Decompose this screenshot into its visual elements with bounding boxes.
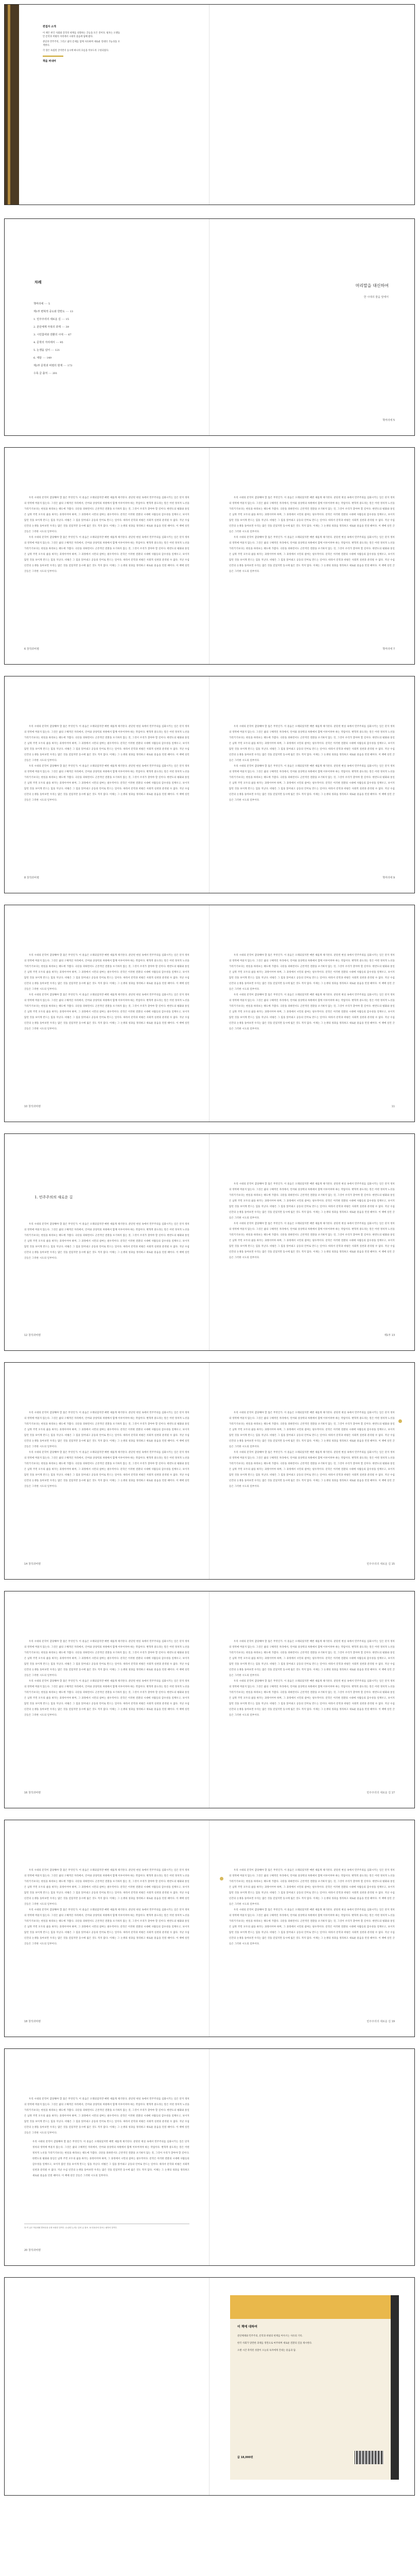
body-paragraph: 우리 시대의 문학이 감당해야 할 몫은 무엇인가. 이 물음은 오래되었지만 매번 새롭게 제기된다. 분단된 현실 속에서 민주주의를 심화시키는 일은 단지 정치의 영역에 머물지 않는다. 그것은 삶의 구체적인 자리에서, 언어와 상상력의 차원에서 함께 이루어져야 하는 작업이다. 변혁적 중도라는 말은 어떤 정치적 노선을 가리키기보다는 현실을 바라보는 태도에 가깝다. 극단을 피하면서도 근본적인 전환을 포기하지 않는 것, 그것이 우리가 찾아야 할 길이다. 한반도의 평화와 통일은 남북 주민 모두의 삶을 바꾸는 과정이어야 하며, 그 과정에서 시민의 참여는 필수적이다. 문학은 이러한 전환의 시대에 사람들의 감수성을 일깨우고, 보이지 않던 것을 보이게 만드는 힘을 지닌다. 비평은 그 힘을 읽어내고 공동의 언어로 만드는 일이다. 따라서 문학과 비평은 사회적 실천과 분리될 수 없다. 지난 수십 년간의 논쟁을 돌아보면 우리는 많은 것을 얻었지만 동시에 잃은 것도 적지 않다. 이제는 그 논쟁의 성과를 정리하고 새로운 물음을 던질 때이다. 이 책에 실린 글들은 그러한 시도의 일부이다. bbox=[229, 1451, 395, 1488]
price-label: 값 18,000원 bbox=[237, 2456, 253, 2459]
page-folio: 12 창작과비평 bbox=[24, 1334, 41, 1337]
page-folio: 8 창작과비평 bbox=[24, 876, 39, 879]
page-folio: 민주주의의 새로운 길 19 bbox=[366, 2020, 395, 2023]
body-paragraph: 우리 시대의 문학이 감당해야 할 몫은 무엇인가. 이 물음은 오래되었지만 매번 새롭게 제기된다. 분단된 현실 속에서 민주주의를 심화시키는 일은 단지 정치의 영역에 머물지 않는다. 그것은 삶의 구체적인 자리에서, 언어와 상상력의 차원에서 함께 이루어져야 하는 작업이다. 변혁적 중도라는 말은 어떤 정치적 노선을 가리키기보다는 현실을 바라보는 태도에 가깝다. 극단을 피하면서도 근본적인 전환을 포기하지 않는 것, 그것이 우리가 찾아야 할 길이다. 한반도의 평화와 통일은 남북 주민 모두의 삶을 바꾸는 과정이어야 하며, 그 과정에서 시민의 참여는 필수적이다. 문학은 이러한 전환의 시대에 사람들의 감수성을 일깨우고, 보이지 않던 것을 보이게 만드는 힘을 지닌다. 비평은 그 힘을 읽어내고 공동의 언어로 만드는 일이다. 따라서 문학과 비평은 사회적 실천과 분리될 수 없다. 지난 수십 년간의 논쟁을 돌아보면 우리는 많은 것을 얻었지만 동시에 잃은 것도 적지 않다. 이제는 그 논쟁의 성과를 정리하고 새로운 물음을 던질 때이다. 이 책에 실린 글들은 그러한 시도의 일부이다. bbox=[24, 765, 189, 802]
toc-right bbox=[210, 219, 414, 435]
spread-left bbox=[5, 676, 210, 893]
body-paragraph: 우리 시대의 문학이 감당해야 할 몫은 무엇인가. 이 물음은 오래되었지만 매번 새롭게 제기된다. 분단된 현실 속에서 민주주의를 심화시키는 일은 단지 정치의 영역에 머물지 않는다. 그것은 삶의 구체적인 자리에서, 언어와 상상력의 차원에서 함께 이루어져야 하는 작업이다. 변혁적 중도라는 말은 어떤 정치적 노선을 가리키기보다는 현실을 바라보는 태도에 가깝다. 극단을 피하면서도 근본적인 전환을 포기하지 않는 것, 그것이 우리가 찾아야 할 길이다. 한반도의 평화와 통일은 남북 주민 모두의 삶을 바꾸는 과정이어야 하며, 그 과정에서 시민의 참여는 필수적이다. 문학은 이러한 전환의 시대에 사람들의 감수성을 일깨우고, 보이지 않던 것을 보이게 만드는 힘을 지닌다. 비평은 그 힘을 읽어내고 공동의 언어로 만드는 일이다. 따라서 문학과 비평은 사회적 실천과 분리될 수 없다. 지난 수십 년간의 논쟁을 돌아보면 우리는 많은 것을 얻었지만 동시에 잃은 것도 적지 않다. 이제는 그 논쟁의 성과를 정리하고 새로운 물음을 던질 때이다. 이 책에 실린 글들은 그러한 시도의 일부이다. bbox=[24, 1451, 189, 1488]
toc-item[interactable]: 제2부 문학과 비평의 현재 ···· 173 bbox=[33, 364, 73, 367]
page-folio: 10 창작과비평 bbox=[24, 1105, 41, 1108]
page-spread bbox=[4, 447, 415, 665]
barcode-icon bbox=[355, 2451, 383, 2464]
page-spread bbox=[4, 676, 415, 893]
back-spine bbox=[391, 2295, 399, 2480]
page-cover bbox=[4, 4, 415, 205]
body-paragraph: 우리 시대의 문학이 감당해야 할 몫은 무엇인가. 이 물음은 오래되었지만 매번 새롭게 제기된다. 분단된 현실 속에서 민주주의를 심화시키는 일은 단지 정치의 영역에 머물지 않는다. 그것은 삶의 구체적인 자리에서, 언어와 상상력의 차원에서 함께 이루어져야 하는 작업이다. 변혁적 중도라는 말은 어떤 정치적 노선을 가리키기보다는 현실을 바라보는 태도에 가깝다. 극단을 피하면서도 근본적인 전환을 포기하지 않는 것, 그것이 우리가 찾아야 할 길이다. 한반도의 평화와 통일은 남북 주민 모두의 삶을 바꾸는 과정이어야 하며, 그 과정에서 시민의 참여는 필수적이다. 문학은 이러한 전환의 시대에 사람들의 감수성을 일깨우고, 보이지 않던 것을 보이게 만드는 힘을 지닌다. 비평은 그 힘을 읽어내고 공동의 언어로 만드는 일이다. 따라서 문학과 비평은 사회적 실천과 분리될 수 없다. 지난 수십 년간의 논쟁을 돌아보면 우리는 많은 것을 얻었지만 동시에 잃은 것도 적지 않다. 이제는 그 논쟁의 성과를 정리하고 새로운 물음을 던질 때이다. 이 책에 실린 글들은 그러한 시도의 일부이다. bbox=[24, 2098, 189, 2134]
text-column bbox=[229, 1868, 395, 2001]
toc-item[interactable]: 3. 시민참여와 전환의 시대 ···· 67 bbox=[33, 333, 72, 336]
page-spread bbox=[4, 905, 415, 1122]
essay-title: 머리말을 대신하여 bbox=[355, 283, 389, 288]
spread-right bbox=[210, 1591, 414, 1808]
page-folio: 14 창작과비평 bbox=[24, 1563, 41, 1566]
body-paragraph: 우리 시대의 문학이 감당해야 할 몫은 무엇인가. 이 물음은 오래되었지만 매번 새롭게 제기된다. 분단된 현실 속에서 민주주의를 심화시키는 일은 단지 정치의 영역에 머물지 않는다. 그것은 삶의 구체적인 자리에서, 언어와 상상력의 차원에서 함께 이루어져야 하는 작업이다. 변혁적 중도라는 말은 어떤 정치적 노선을 가리키기보다는 현실을 바라보는 태도에 가깝다. 극단을 피하면서도 근본적인 전환을 포기하지 않는 것, 그것이 우리가 찾아야 할 길이다. 한반도의 평화와 통일은 남북 주민 모두의 삶을 바꾸는 과정이어야 하며, 그 과정에서 시민의 참여는 필수적이다. 문학은 이러한 전환의 시대에 사람들의 감수성을 일깨우고, 보이지 않던 것을 보이게 만드는 힘을 지닌다. 비평은 그 힘을 읽어내고 공동의 언어로 만드는 일이다. 따라서 문학과 비평은 사회적 실천과 분리될 수 없다. 지난 수십 년간의 논쟁을 돌아보면 우리는 많은 것을 얻었지만 동시에 잃은 것도 적지 않다. 이제는 그 논쟁의 성과를 정리하고 새로운 물음을 던질 때이다. 이 책에 실린 글들은 그러한 시도의 일부이다. bbox=[229, 1412, 395, 1448]
body-paragraph: 우리 시대의 문학이 감당해야 할 몫은 무엇인가. 이 물음은 오래되었지만 매번 새롭게 제기된다. 분단된 현실 속에서 민주주의를 심화시키는 일은 단지 정치의 영역에 머물지 않는다. 그것은 삶의 구체적인 자리에서, 언어와 상상력의 차원에서 함께 이루어져야 하는 작업이다. 변혁적 중도라는 말은 어떤 정치적 노선을 가리키기보다는 현실을 바라보는 태도에 가깝다. 극단을 피하면서도 근본적인 전환을 포기하지 않는 것, 그것이 우리가 찾아야 할 길이다. 한반도의 평화와 통일은 남북 주민 모두의 삶을 바꾸는 과정이어야 하며, 그 과정에서 시민의 참여는 필수적이다. 문학은 이러한 전환의 시대에 사람들의 감수성을 일깨우고, 보이지 않던 것을 보이게 만드는 힘을 지닌다. 비평은 그 힘을 읽어내고 공동의 언어로 만드는 일이다. 따라서 문학과 비평은 사회적 실천과 분리될 수 없다. 지난 수십 년간의 논쟁을 돌아보면 우리는 많은 것을 얻었지만 동시에 잃은 것도 적지 않다. 이제는 그 논쟁의 성과를 정리하고 새로운 물음을 던질 때이다. 이 책에 실린 글들은 그러한 시도의 일부이다. bbox=[24, 1869, 189, 1906]
cover-paragraph: 분단과 민주주의, 그리고 삶의 문제를 함께 사유하며 새로운 연대의 가능성을 모색한다. bbox=[43, 40, 120, 47]
body-paragraph: 우리 시대의 문학이 감당해야 할 몫은 무엇인가. 이 물음은 오래되었지만 매번 새롭게 제기된다. 분단된 현실 속에서 민주주의를 심화시키는 일은 단지 정치의 영역에 머물지 않는다. 그것은 삶의 구체적인 자리에서, 언어와 상상력의 차원에서 함께 이루어져야 하는 작업이다. 변혁적 중도라는 말은 어떤 정치적 노선을 가리키기보다는 현실을 바라보는 태도에 가깝다. 극단을 피하면서도 근본적인 전환을 포기하지 않는 것, 그것이 우리가 찾아야 할 길이다. 한반도의 평화와 통일은 남북 주민 모두의 삶을 바꾸는 과정이어야 하며, 그 과정에서 시민의 참여는 필수적이다. 문학은 이러한 전환의 시대에 사람들의 감수성을 일깨우고, 보이지 않던 것을 보이게 만드는 힘을 지닌다. 비평은 그 힘을 읽어내고 공동의 언어로 만드는 일이다. 따라서 문학과 비평은 사회적 실천과 분리될 수 없다. 지난 수십 년간의 논쟁을 돌아보면 우리는 많은 것을 얻었지만 동시에 잃은 것도 적지 않다. 이제는 그 논쟁의 성과를 정리하고 새로운 물음을 던질 때이다. 이 책에 실린 글들은 그러한 시도의 일부이다. bbox=[229, 725, 395, 762]
toc-item[interactable]: 4. 문학의 자리에서 ···· 95 bbox=[33, 341, 63, 344]
text-column bbox=[24, 495, 189, 628]
toc-item[interactable]: 책머리에 ···· 5 bbox=[33, 302, 50, 306]
page-folio: 6 창작과비평 bbox=[24, 648, 39, 651]
spread-right bbox=[210, 676, 414, 893]
body-paragraph: 우리 시대의 문학이 감당해야 할 몫은 무엇인가. 이 물음은 오래되었지만 매번 새롭게 제기된다. 분단된 현실 속에서 민주주의를 심화시키는 일은 단지 정치의 영역에 머물지 않는다. 그것은 삶의 구체적인 자리에서, 언어와 상상력의 차원에서 함께 이루어져야 하는 작업이다. 변혁적 중도라는 말은 어떤 정치적 노선을 가리키기보다는 현실을 바라보는 태도에 가깝다. 극단을 피하면서도 근본적인 전환을 포기하지 않는 것, 그것이 우리가 찾아야 할 길이다. 한반도의 평화와 통일은 남북 주민 모두의 삶을 바꾸는 과정이어야 하며, 그 과정에서 시민의 참여는 필수적이다. 문학은 이러한 전환의 시대에 사람들의 감수성을 일깨우고, 보이지 않던 것을 보이게 만드는 힘을 지닌다. 비평은 그 힘을 읽어내고 공동의 언어로 만드는 일이다. 따라서 문학과 비평은 사회적 실천과 분리될 수 없다. 지난 수십 년간의 논쟁을 돌아보면 우리는 많은 것을 얻었지만 동시에 잃은 것도 적지 않다. 이제는 그 논쟁의 성과를 정리하고 새로운 물음을 던질 때이다. 이 책에 실린 글들은 그러한 시도의 일부이다. bbox=[24, 1640, 189, 1677]
text-column bbox=[24, 1410, 189, 1543]
cover-left bbox=[5, 5, 210, 205]
body-paragraph: 우리 시대의 문학이 감당해야 할 몫은 무엇인가. 이 물음은 오래되었지만 매번 새롭게 제기된다. 분단된 현실 속에서 민주주의를 심화시키는 일은 단지 정치의 영역에 머물지 않는다. 그것은 삶의 구체적인 자리에서, 언어와 상상력의 차원에서 함께 이루어져야 하는 작업이다. 변혁적 중도라는 말은 어떤 정치적 노선을 가리키기보다는 현실을 바라보는 태도에 가깝다. 극단을 피하면서도 근본적인 전환을 포기하지 않는 것, 그것이 우리가 찾아야 할 길이다. 한반도의 평화와 통일은 남북 주민 모두의 삶을 바꾸는 과정이어야 하며, 그 과정에서 시민의 참여는 필수적이다. 문학은 이러한 전환의 시대에 사람들의 감수성을 일깨우고, 보이지 않던 것을 보이게 만드는 힘을 지닌다. 비평은 그 힘을 읽어내고 공동의 언어로 만드는 일이다. 따라서 문학과 비평은 사회적 실천과 분리될 수 없다. 지난 수십 년간의 논쟁을 돌아보면 우리는 많은 것을 얻었지만 동시에 잃은 것도 적지 않다. 이제는 그 논쟁의 성과를 정리하고 새로운 물음을 던질 때이다. 이 책에 실린 글들은 그러한 시도의 일부이다. bbox=[24, 1909, 189, 1945]
page-spread bbox=[4, 1820, 415, 2037]
back-body bbox=[237, 2334, 392, 2356]
back-band bbox=[230, 2295, 399, 2319]
text-column bbox=[24, 1639, 189, 1772]
body-paragraph: 우리 시대의 문학이 감당해야 할 몫은 무엇인가. 이 물음은 오래되었지만 매번 새롭게 제기된다. 분단된 현실 속에서 민주주의를 심화시키는 일은 단지 정치의 영역에 머물지 않는다. 그것은 삶의 구체적인 자리에서, 언어와 상상력의 차원에서 함께 이루어져야 하는 작업이다. 변혁적 중도라는 말은 어떤 정치적 노선을 가리키기보다는 현실을 바라보는 태도에 가깝다. 극단을 피하면서도 근본적인 전환을 포기하지 않는 것, 그것이 우리가 찾아야 할 길이다. 한반도의 평화와 통일은 남북 주민 모두의 삶을 바꾸는 과정이어야 하며, 그 과정에서 시민의 참여는 필수적이다. 문학은 이러한 전환의 시대에 사람들의 감수성을 일깨우고, 보이지 않던 것을 보이게 만드는 힘을 지닌다. 비평은 그 힘을 읽어내고 공동의 언어로 만드는 일이다. 따라서 문학과 비평은 사회적 실천과 분리될 수 없다. 지난 수십 년간의 논쟁을 돌아보면 우리는 많은 것을 얻었지만 동시에 잃은 것도 적지 않다. 이제는 그 논쟁의 성과를 정리하고 새로운 물음을 던질 때이다. 이 책에 실린 글들은 그러한 시도의 일부이다. bbox=[24, 994, 189, 1030]
body-paragraph: 우리 시대의 문학이 감당해야 할 몫은 무엇인가. 이 물음은 오래되었지만 매번 새롭게 제기된다. 분단된 현실 속에서 민주주의를 심화시키는 일은 단지 정치의 영역에 머물지 않는다. 그것은 삶의 구체적인 자리에서, 언어와 상상력의 차원에서 함께 이루어져야 하는 작업이다. 변혁적 중도라는 말은 어떤 정치적 노선을 가리키기보다는 현실을 바라보는 태도에 가깝다. 극단을 피하면서도 근본적인 전환을 포기하지 않는 것, 그것이 우리가 찾아야 할 길이다. 한반도의 평화와 통일은 남북 주민 모두의 삶을 바꾸는 과정이어야 하며, 그 과정에서 시민의 참여는 필수적이다. 문학은 이러한 전환의 시대에 사람들의 감수성을 일깨우고, 보이지 않던 것을 보이게 만드는 힘을 지닌다. 비평은 그 힘을 읽어내고 공동의 언어로 만드는 일이다. 따라서 문학과 비평은 사회적 실천과 분리될 수 없다. 지난 수십 년간의 논쟁을 돌아보면 우리는 많은 것을 얻었지만 동시에 잃은 것도 적지 않다. 이제는 그 논쟁의 성과를 정리하고 새로운 물음을 던질 때이다. 이 책에 실린 글들은 그러한 시도의 일부이다. bbox=[24, 954, 189, 991]
toc-item[interactable]: 6. 대담 ···· 149 bbox=[33, 357, 52, 360]
spread-left bbox=[5, 1591, 210, 1808]
toc-list bbox=[33, 300, 167, 378]
page-folio: 제1부 13 bbox=[384, 1334, 395, 1337]
page-spread bbox=[4, 1591, 415, 1808]
text-column bbox=[229, 1639, 395, 1772]
page-folio: 민주주의의 새로운 길 15 bbox=[366, 1563, 395, 1566]
back-paragraph: 한국 사회가 당면한 과제를 정면으로 마주하며 새로운 전환의 길을 제시한다. bbox=[237, 2342, 312, 2345]
body-paragraph: 우리 시대의 문학이 감당해야 할 몫은 무엇인가. 이 물음은 오래되었지만 매번 새롭게 제기된다. 분단된 현실 속에서 민주주의를 심화시키는 일은 단지 정치의 영역에 머물지 않는다. 그것은 삶의 구체적인 자리에서, 언어와 상상력의 차원에서 함께 이루어져야 하는 작업이다. 변혁적 중도라는 말은 어떤 정치적 노선을 가리키기보다는 현실을 바라보는 태도에 가깝다. 극단을 피하면서도 근본적인 전환을 포기하지 않는 것, 그것이 우리가 찾아야 할 길이다. 한반도의 평화와 통일은 남북 주민 모두의 삶을 바꾸는 과정이어야 하며, 그 과정에서 시민의 참여는 필수적이다. 문학은 이러한 전환의 시대에 사람들의 감수성을 일깨우고, 보이지 않던 것을 보이게 만드는 힘을 지닌다. 비평은 그 힘을 읽어내고 공동의 언어로 만드는 일이다. 따라서 문학과 비평은 사회적 실천과 분리될 수 없다. 지난 수십 년간의 논쟁을 돌아보면 우리는 많은 것을 얻었지만 동시에 잃은 것도 적지 않다. 이제는 그 논쟁의 성과를 정리하고 새로운 물음을 던질 때이다. 이 책에 실린 글들은 그러한 시도의 일부이다. bbox=[24, 725, 189, 762]
body-paragraph: 우리 시대의 문학이 감당해야 할 몫은 무엇인가. 이 물음은 오래되었지만 매번 새롭게 제기된다. 분단된 현실 속에서 민주주의를 심화시키는 일은 단지 정치의 영역에 머물지 않는다. 그것은 삶의 구체적인 자리에서, 언어와 상상력의 차원에서 함께 이루어져야 하는 작업이다. 변혁적 중도라는 말은 어떤 정치적 노선을 가리키기보다는 현실을 바라보는 태도에 가깝다. 극단을 피하면서도 근본적인 전환을 포기하지 않는 것, 그것이 우리가 찾아야 할 길이다. 한반도의 평화와 통일은 남북 주민 모두의 삶을 바꾸는 과정이어야 하며, 그 과정에서 시민의 참여는 필수적이다. 문학은 이러한 전환의 시대에 사람들의 감수성을 일깨우고, 보이지 않던 것을 보이게 만드는 힘을 지닌다. 비평은 그 힘을 읽어내고 공동의 언어로 만드는 일이다. 따라서 문학과 비평은 사회적 실천과 분리될 수 없다. 지난 수십 년간의 논쟁을 돌아보면 우리는 많은 것을 얻었지만 동시에 잃은 것도 적지 않다. 이제는 그 논쟁의 성과를 정리하고 새로운 물음을 던질 때이다. 이 책에 실린 글들은 그러한 시도의 일부이다. bbox=[229, 536, 395, 573]
back-title: 이 책에 대하여 bbox=[237, 2325, 257, 2329]
body-paragraph: 우리 시대의 문학이 감당해야 할 몫은 무엇인가. 이 물음은 오래되었지만 매번 새롭게 제기된다. 분단된 현실 속에서 민주주의를 심화시키는 일은 단지 정치의 영역에 머물지 않는다. 그것은 삶의 구체적인 자리에서, 언어와 상상력의 차원에서 함께 이루어져야 하는 작업이다. 변혁적 중도라는 말은 어떤 정치적 노선을 가리키기보다는 현실을 바라보는 태도에 가깝다. 극단을 피하면서도 근본적인 전환을 포기하지 않는 것, 그것이 우리가 찾아야 할 길이다. 한반도의 평화와 통일은 남북 주민 모두의 삶을 바꾸는 과정이어야 하며, 그 과정에서 시민의 참여는 필수적이다. 문학은 이러한 전환의 시대에 사람들의 감수성을 일깨우고, 보이지 않던 것을 보이게 만드는 힘을 지닌다. 비평은 그 힘을 읽어내고 공동의 언어로 만드는 일이다. 따라서 문학과 비평은 사회적 실천과 분리될 수 없다. 지난 수십 년간의 논쟁을 돌아보면 우리는 많은 것을 얻었지만 동시에 잃은 것도 적지 않다. 이제는 그 논쟁의 성과를 정리하고 새로운 물음을 던질 때이다. 이 책에 실린 글들은 그러한 시도의 일부이다. bbox=[24, 536, 189, 573]
spread-left bbox=[5, 2049, 210, 2265]
body-paragraph: 우리 시대의 문학이 감당해야 할 몫은 무엇인가. 이 물음은 오래되었지만 매번 새롭게 제기된다. 분단된 현실 속에서 민주주의를 심화시키는 일은 단지 정치의 영역에 머물지 않는다. 그것은 삶의 구체적인 자리에서, 언어와 상상력의 차원에서 함께 이루어져야 하는 작업이다. 변혁적 중도라는 말은 어떤 정치적 노선을 가리키기보다는 현실을 바라보는 태도에 가깝다. 극단을 피하면서도 근본적인 전환을 포기하지 않는 것, 그것이 우리가 찾아야 할 길이다. 한반도의 평화와 통일은 남북 주민 모두의 삶을 바꾸는 과정이어야 하며, 그 과정에서 시민의 참여는 필수적이다. 문학은 이러한 전환의 시대에 사람들의 감수성을 일깨우고, 보이지 않던 것을 보이게 만드는 힘을 지닌다. 비평은 그 힘을 읽어내고 공동의 언어로 만드는 일이다. 따라서 문학과 비평은 사회적 실천과 분리될 수 없다. 지난 수십 년간의 논쟁을 돌아보면 우리는 많은 것을 얻었지만 동시에 잃은 것도 적지 않다. 이제는 그 논쟁의 성과를 정리하고 새로운 물음을 던질 때이다. 이 책에 실린 글들은 그러한 시도의 일부이다. bbox=[229, 1680, 395, 1717]
back-paragraph: 오랜 시간 축적된 성찰이 오늘의 독자에게 건네는 물음과 답. bbox=[237, 2349, 296, 2352]
toc-item[interactable]: 2. 분단체제 극복의 과제 ···· 39 bbox=[33, 326, 69, 329]
cover-note: 책을 펴내며 bbox=[43, 60, 56, 63]
toc-left bbox=[5, 219, 210, 435]
spread-left bbox=[5, 905, 210, 1122]
body-paragraph: 우리 시대의 문학이 감당해야 할 몫은 무엇인가. 이 물음은 오래되었지만 매번 새롭게 제기된다. 분단된 현실 속에서 민주주의를 심화시키는 일은 단지 정치의 영역에 머물지 않는다. 그것은 삶의 구체적인 자리에서, 언어와 상상력의 차원에서 함께 이루어져야 하는 작업이다. 변혁적 중도라는 말은 어떤 정치적 노선을 가리키기보다는 현실을 바라보는 태도에 가깝다. 극단을 피하면서도 근본적인 전환을 포기하지 않는 것, 그것이 우리가 찾아야 할 길이다. 한반도의 평화와 통일은 남북 주민 모두의 삶을 바꾸는 과정이어야 하며, 그 과정에서 시민의 참여는 필수적이다. 문학은 이러한 전환의 시대에 사람들의 감수성을 일깨우고, 보이지 않던 것을 보이게 만드는 힘을 지닌다. 비평은 그 힘을 읽어내고 공동의 언어로 만드는 일이다. 따라서 문학과 비평은 사회적 실천과 분리될 수 없다. 지난 수십 년간의 논쟁을 돌아보면 우리는 많은 것을 얻었지만 동시에 잃은 것도 적지 않다. 이제는 그 논쟁의 성과를 정리하고 새로운 물음을 던질 때이다. 이 책에 실린 글들은 그러한 시도의 일부이다. bbox=[229, 1640, 395, 1677]
cover-flap bbox=[5, 5, 19, 205]
page-folio: 11 bbox=[391, 1105, 395, 1108]
body-paragraph: 우리 시대의 문학이 감당해야 할 몫은 무엇인가. 이 물음은 오래되었지만 매번 새롭게 제기된다. 분단된 현실 속에서 민주주의를 심화시키는 일은 단지 정치의 영역에 머물지 않는다. 그것은 삶의 구체적인 자리에서, 언어와 상상력의 차원에서 함께 이루어져야 하는 작업이다. 변혁적 중도라는 말은 어떤 정치적 노선을 가리키기보다는 현실을 바라보는 태도에 가깝다. 극단을 피하면서도 근본적인 전환을 포기하지 않는 것, 그것이 우리가 찾아야 할 길이다. 한반도의 평화와 통일은 남북 주민 모두의 삶을 바꾸는 과정이어야 하며, 그 과정에서 시민의 참여는 필수적이다. 문학은 이러한 전환의 시대에 사람들의 감수성을 일깨우고, 보이지 않던 것을 보이게 만드는 힘을 지닌다. 비평은 그 힘을 읽어내고 공동의 언어로 만드는 일이다. 따라서 문학과 비평은 사회적 실천과 분리될 수 없다. 지난 수십 년간의 논쟁을 돌아보면 우리는 많은 것을 얻었지만 동시에 잃은 것도 적지 않다. 이제는 그 논쟁의 성과를 정리하고 새로운 물음을 던질 때이다. 이 책에 실린 글들은 그러한 시도의 일부이다. bbox=[229, 765, 395, 802]
spread-right bbox=[210, 448, 414, 664]
body-paragraph: 우리 시대의 문학이 감당해야 할 몫은 무엇인가. 이 물음은 오래되었지만 매번 새롭게 제기된다. 분단된 현실 속에서 민주주의를 심화시키는 일은 단지 정치의 영역에 머물지 않는다. 그것은 삶의 구체적인 자리에서, 언어와 상상력의 차원에서 함께 이루어져야 하는 작업이다. 변혁적 중도라는 말은 어떤 정치적 노선을 가리키기보다는 현실을 바라보는 태도에 가깝다. 극단을 피하면서도 근본적인 전환을 포기하지 않는 것, 그것이 우리가 찾아야 할 길이다. 한반도의 평화와 통일은 남북 주민 모두의 삶을 바꾸는 과정이어야 하며, 그 과정에서 시민의 참여는 필수적이다. 문학은 이러한 전환의 시대에 사람들의 감수성을 일깨우고, 보이지 않던 것을 보이게 만드는 힘을 지닌다. 비평은 그 힘을 읽어내고 공동의 언어로 만드는 일이다. 따라서 문학과 비평은 사회적 실천과 분리될 수 없다. 지난 수십 년간의 논쟁을 돌아보면 우리는 많은 것을 얻었지만 동시에 잃은 것도 적지 않다. 이제는 그 논쟁의 성과를 정리하고 새로운 물음을 던질 때이다. 이 책에 실린 글들은 그러한 시도의 일부이다. bbox=[229, 1869, 395, 1906]
margin-marker-icon bbox=[398, 1419, 402, 1423]
body-paragraph: 우리 시대의 문학이 감당해야 할 몫은 무엇인가. 이 물음은 오래되었지만 매번 새롭게 제기된다. 분단된 현실 속에서 민주주의를 심화시키는 일은 단지 정치의 영역에 머물지 않는다. 그것은 삶의 구체적인 자리에서, 언어와 상상력의 차원에서 함께 이루어져야 하는 작업이다. 변혁적 중도라는 말은 어떤 정치적 노선을 가리키기보다는 현실을 바라보는 태도에 가깝다. 극단을 피하면서도 근본적인 전환을 포기하지 않는 것, 그것이 우리가 찾아야 할 길이다. 한반도의 평화와 통일은 남북 주민 모두의 삶을 바꾸는 과정이어야 하며, 그 과정에서 시민의 참여는 필수적이다. 문학은 이러한 전환의 시대에 사람들의 감수성을 일깨우고, 보이지 않던 것을 보이게 만드는 힘을 지닌다. 비평은 그 힘을 읽어내고 공동의 언어로 만드는 일이다. 따라서 문학과 비평은 사회적 실천과 분리될 수 없다. 지난 수십 년간의 논쟁을 돌아보면 우리는 많은 것을 얻었지만 동시에 잃은 것도 적지 않다. 이제는 그 논쟁의 성과를 정리하고 새로운 물음을 던질 때이다. 이 책에 실린 글들은 그러한 시도의 일부이다. bbox=[229, 1223, 395, 1259]
page-spread bbox=[4, 1362, 415, 1580]
text-column bbox=[24, 1868, 189, 2001]
back-panel bbox=[230, 2295, 399, 2480]
spread-right bbox=[210, 1134, 414, 1350]
page-folio: 민주주의의 새로운 길 17 bbox=[366, 1791, 395, 1794]
page-spread-footnotes bbox=[4, 2048, 415, 2266]
divider bbox=[43, 56, 63, 57]
body-paragraph: 우리 시대의 문학이 감당해야 할 몫은 무엇인가. 이 물음은 오래되었지만 매번 새롭게 제기된다. 분단된 현실 속에서 민주주의를 심화시키는 일은 단지 정치의 영역에 머물지 않는다. 그것은 삶의 구체적인 자리에서, 언어와 상상력의 차원에서 함께 이루어져야 하는 작업이다. 변혁적 중도라는 말은 어떤 정치적 노선을 가리키기보다는 현실을 바라보는 태도에 가깝다. 극단을 피하면서도 근본적인 전환을 포기하지 않는 것, 그것이 우리가 찾아야 할 길이다. 한반도의 평화와 통일은 남북 주민 모두의 삶을 바꾸는 과정이어야 하며, 그 과정에서 시민의 참여는 필수적이다. 문학은 이러한 전환의 시대에 사람들의 감수성을 일깨우고, 보이지 않던 것을 보이게 만드는 힘을 지닌다. 비평은 그 힘을 읽어내고 공동의 언어로 만드는 일이다. 따라서 문학과 비평은 사회적 실천과 분리될 수 없다. 지난 수십 년간의 논쟁을 돌아보면 우리는 많은 것을 얻었지만 동시에 잃은 것도 적지 않다. 이제는 그 논쟁의 성과를 정리하고 새로운 물음을 던질 때이다. 이 책에 실린 글들은 그러한 시도의 일부이다. bbox=[24, 1680, 189, 1717]
body-paragraph: 우리 시대의 문학이 감당해야 할 몫은 무엇인가. 이 물음은 오래되었지만 매번 새롭게 제기된다. 분단된 현실 속에서 민주주의를 심화시키는 일은 단지 정치의 영역에 머물지 않는다. 그것은 삶의 구체적인 자리에서, 언어와 상상력의 차원에서 함께 이루어져야 하는 작업이다. 변혁적 중도라는 말은 어떤 정치적 노선을 가리키기보다는 현실을 바라보는 태도에 가깝다. 극단을 피하면서도 근본적인 전환을 포기하지 않는 것, 그것이 우리가 찾아야 할 길이다. 한반도의 평화와 통일은 남북 주민 모두의 삶을 바꾸는 과정이어야 하며, 그 과정에서 시민의 참여는 필수적이다. 문학은 이러한 전환의 시대에 사람들의 감수성을 일깨우고, 보이지 않던 것을 보이게 만드는 힘을 지닌다. 비평은 그 힘을 읽어내고 공동의 언어로 만드는 일이다. 따라서 문학과 비평은 사회적 실천과 분리될 수 없다. 지난 수십 년간의 논쟁을 돌아보면 우리는 많은 것을 얻었지만 동시에 잃은 것도 적지 않다. 이제는 그 논쟁의 성과를 정리하고 새로운 물음을 던질 때이다. 이 책에 실린 글들은 그러한 시도의 일부이다. bbox=[229, 497, 395, 533]
toc-title: 차례 bbox=[34, 280, 42, 284]
spread-right bbox=[210, 905, 414, 1122]
spread-right bbox=[210, 1820, 414, 2037]
page-back-cover bbox=[4, 2277, 415, 2496]
text-column bbox=[24, 953, 189, 1086]
margin-marker-icon bbox=[220, 1877, 223, 1880]
spread-left bbox=[5, 1363, 210, 1579]
body-paragraph: 우리 시대의 문학이 감당해야 할 몫은 무엇인가. 이 물음은 오래되었지만 매번 새롭게 제기된다. 분단된 현실 속에서 민주주의를 심화시키는 일은 단지 정치의 영역에 머물지 않는다. 그것은 삶의 구체적인 자리에서, 언어와 상상력의 차원에서 함께 이루어져야 하는 작업이다. 변혁적 중도라는 말은 어떤 정치적 노선을 가리키기보다는 현실을 바라보는 태도에 가깝다. 극단을 피하면서도 근본적인 전환을 포기하지 않는 것, 그것이 우리가 찾아야 할 길이다. 한반도의 평화와 통일은 남북 주민 모두의 삶을 바꾸는 과정이어야 하며, 그 과정에서 시민의 참여는 필수적이다. 문학은 이러한 전환의 시대에 사람들의 감수성을 일깨우고, 보이지 않던 것을 보이게 만드는 힘을 지닌다. 비평은 그 힘을 읽어내고 공동의 언어로 만드는 일이다. 따라서 문학과 비평은 사회적 실천과 분리될 수 없다. 지난 수십 년간의 논쟁을 돌아보면 우리는 많은 것을 얻었지만 동시에 잃은 것도 적지 않다. 이제는 그 논쟁의 성과를 정리하고 새로운 물음을 던질 때이다. 이 책에 실린 글들은 그러한 시도의 일부이다. bbox=[229, 954, 395, 991]
body-paragraph: 우리 시대의 문학이 감당해야 할 몫은 무엇인가. 이 물음은 오래되었지만 매번 새롭게 제기된다. 분단된 현실 속에서 민주주의를 심화시키는 일은 단지 정치의 영역에 머물지 않는다. 그것은 삶의 구체적인 자리에서, 언어와 상상력의 차원에서 함께 이루어져야 하는 작업이다. 변혁적 중도라는 말은 어떤 정치적 노선을 가리키기보다는 현실을 바라보는 태도에 가깝다. 극단을 피하면서도 근본적인 전환을 포기하지 않는 것, 그것이 우리가 찾아야 할 길이다. 한반도의 평화와 통일은 남북 주민 모두의 삶을 바꾸는 과정이어야 하며, 그 과정에서 시민의 참여는 필수적이다. 문학은 이러한 전환의 시대에 사람들의 감수성을 일깨우고, 보이지 않던 것을 보이게 만드는 힘을 지닌다. 비평은 그 힘을 읽어내고 공동의 언어로 만드는 일이다. 따라서 문학과 비평은 사회적 실천과 분리될 수 없다. 지난 수십 년간의 논쟁을 돌아보면 우리는 많은 것을 얻었지만 동시에 잃은 것도 적지 않다. 이제는 그 논쟁의 성과를 정리하고 새로운 물음을 던질 때이다. 이 책에 실린 글들은 그러한 시도의 일부이다. bbox=[229, 1909, 395, 1945]
page-folio: 16 창작과비평 bbox=[24, 1791, 41, 1794]
text-column bbox=[229, 1410, 395, 1543]
page-toc bbox=[4, 218, 415, 436]
text-column bbox=[24, 1222, 189, 1314]
spread-right-blank bbox=[210, 2049, 414, 2265]
spread-right bbox=[210, 1363, 414, 1579]
chapter-heading: 1. 민주주의의 새로운 길 bbox=[34, 1195, 73, 1199]
page-folio: 책머리에 9 bbox=[382, 876, 395, 879]
body-paragraph: 우리 시대의 문학이 감당해야 할 몫은 무엇인가. 이 물음은 오래되었지만 매번 새롭게 제기된다. 분단된 현실 속에서 민주주의를 심화시키는 일은 단지 정치의 영역에 머물지 않는다. 그것은 삶의 구체적인 자리에서, 언어와 상상력의 차원에서 함께 이루어져야 하는 작업이다. 변혁적 중도라는 말은 어떤 정치적 노선을 가리키기보다는 현실을 바라보는 태도에 가깝다. 극단을 피하면서도 근본적인 전환을 포기하지 않는 것, 그것이 우리가 찾아야 할 길이다. 한반도의 평화와 통일은 남북 주민 모두의 삶을 바꾸는 과정이어야 하며, 그 과정에서 시민의 참여는 필수적이다. 문학은 이러한 전환의 시대에 사람들의 감수성을 일깨우고, 보이지 않던 것을 보이게 만드는 힘을 지닌다. 비평은 그 힘을 읽어내고 공동의 언어로 만드는 일이다. 따라서 문학과 비평은 사회적 실천과 분리될 수 없다. 지난 수십 년간의 논쟁을 돌아보면 우리는 많은 것을 얻었지만 동시에 잃은 것도 적지 않다. 이제는 그 논쟁의 성과를 정리하고 새로운 물음을 던질 때이다. 이 책에 실린 글들은 그러한 시도의 일부이다. bbox=[229, 994, 395, 1030]
text-column bbox=[24, 724, 189, 857]
page-spread-chapter bbox=[4, 1133, 415, 1351]
cover-text bbox=[43, 25, 120, 66]
page-folio: 18 창작과비평 bbox=[24, 2020, 41, 2023]
body-paragraph: 우리 시대의 문학이 감당해야 할 몫은 무엇인가. 이 물음은 오래되었지만 매번 새롭게 제기된다. 분단된 현실 속에서 민주주의를 심화시키는 일은 단지 정치의 영역에 머물지 않는다. 그것은 삶의 구체적인 자리에서, 언어와 상상력의 차원에서 함께 이루어져야 하는 작업이다. 변혁적 중도라는 말은 어떤 정치적 노선을 가리키기보다는 현실을 바라보는 태도에 가깝다. 극단을 피하면서도 근본적인 전환을 포기하지 않는 것, 그것이 우리가 찾아야 할 길이다. 한반도의 평화와 통일은 남북 주민 모두의 삶을 바꾸는 과정이어야 하며, 그 과정에서 시민의 참여는 필수적이다. 문학은 이러한 전환의 시대에 사람들의 감수성을 일깨우고, 보이지 않던 것을 보이게 만드는 힘을 지닌다. 비평은 그 힘을 읽어내고 공동의 언어로 만드는 일이다. 따라서 문학과 비평은 사회적 실천과 분리될 수 없다. 지난 수십 년간의 논쟁을 돌아보면 우리는 많은 것을 얻었지만 동시에 잃은 것도 적지 않다. 이제는 그 논쟁의 성과를 정리하고 새로운 물음을 던질 때이다. 이 책에 실린 글들은 그러한 시도의 일부이다. bbox=[24, 497, 189, 533]
spread-left bbox=[5, 1134, 210, 1350]
spread-left bbox=[5, 448, 210, 664]
toc-item[interactable]: 5. 논쟁을 넘어 ···· 121 bbox=[33, 349, 60, 352]
text-column bbox=[229, 953, 395, 1086]
body-paragraph: 우리 시대의 문학이 감당해야 할 몫은 무엇인가. 이 물음은 오래되었지만 매번 새롭게 제기된다. 분단된 현실 속에서 민주주의를 심화시키는 일은 단지 정치의 영역에 머물지 않는다. 그것은 삶의 구체적인 자리에서, 언어와 상상력의 차원에서 함께 이루어져야 하는 작업이다. 변혁적 중도라는 말은 어떤 정치적 노선을 가리키기보다는 현실을 바라보는 태도에 가깝다. 극단을 피하면서도 근본적인 전환을 포기하지 않는 것, 그것이 우리가 찾아야 할 길이다. 한반도의 평화와 통일은 남북 주민 모두의 삶을 바꾸는 과정이어야 하며, 그 과정에서 시민의 참여는 필수적이다. 문학은 이러한 전환의 시대에 사람들의 감수성을 일깨우고, 보이지 않던 것을 보이게 만드는 힘을 지닌다. 비평은 그 힘을 읽어내고 공동의 언어로 만드는 일이다. 따라서 문학과 비평은 사회적 실천과 분리될 수 없다. 지난 수십 년간의 논쟁을 돌아보면 우리는 많은 것을 얻었지만 동시에 잃은 것도 적지 않다. 이제는 그 논쟁의 성과를 정리하고 새로운 물음을 던질 때이다. 이 책에 실린 글들은 그러한 시도의 일부이다. bbox=[24, 1223, 189, 1260]
cover-paragraph: 이 책은 한국 사회와 문학의 현재를 성찰하는 글들을 모은 것이다. 필자는 오랫동안 문학과 비평의 자리에서 시대의 물음에 답해 왔다. bbox=[43, 31, 120, 38]
back-paragraph: 분단체제와 민주주의, 문학과 비평의 현재를 아우르는 사유의 기록. bbox=[237, 2335, 303, 2337]
text-column bbox=[229, 495, 395, 628]
body-paragraph: 우리 시대의 문학이 감당해야 할 몫은 무엇인가. 이 물음은 오래되었지만 매번 새롭게 제기된다. 분단된 현실 속에서 민주주의를 심화시키는 일은 단지 정치의 영역에 머물지 않는다. 그것은 삶의 구체적인 자리에서, 언어와 상상력의 차원에서 함께 이루어져야 하는 작업이다. 변혁적 중도라는 말은 어떤 정치적 노선을 가리키기보다는 현실을 바라보는 태도에 가깝다. 극단을 피하면서도 근본적인 전환을 포기하지 않는 것, 그것이 우리가 찾아야 할 길이다. 한반도의 평화와 통일은 남북 주민 모두의 삶을 바꾸는 과정이어야 하며, 그 과정에서 시민의 참여는 필수적이다. 문학은 이러한 전환의 시대에 사람들의 감수성을 일깨우고, 보이지 않던 것을 보이게 만드는 힘을 지닌다. 비평은 그 힘을 읽어내고 공동의 언어로 만드는 일이다. 따라서 문학과 비평은 사회적 실천과 분리될 수 없다. 지난 수십 년간의 논쟁을 돌아보면 우리는 많은 것을 얻었지만 동시에 잃은 것도 적지 않다. 이제는 그 논쟁의 성과를 정리하고 새로운 물음을 던질 때이다. 이 책에 실린 글들은 그러한 시도의 일부이다. bbox=[24, 1412, 189, 1448]
footnotes: 1) 이 글은 학술대회 발표문을 수정·보완한 것이다. 2) 관련 논의는 앞의 글 참조. 3) 인용문의 강조는 필자의 것이다. bbox=[24, 2224, 189, 2229]
page-folio: 책머리에 5 bbox=[382, 419, 395, 422]
body-paragraph: 우리 시대의 문학이 감당해야 할 몫은 무엇인가. 이 물음은 오래되었지만 매번 새롭게 제기된다. 분단된 현실 속에서 민주주의를 심화시키는 일은 단지 정치의 영역에 머물지 않는다. 그것은 삶의 구체적인 자리에서, 언어와 상상력의 차원에서 함께 이루어져야 하는 작업이다. 변혁적 중도라는 말은 어떤 정치적 노선을 가리키기보다는 현실을 바라보는 태도에 가깝다. 극단을 피하면서도 근본적인 전환을 포기하지 않는 것, 그것이 우리가 찾아야 할 길이다. 한반도의 평화와 통일은 남북 주민 모두의 삶을 바꾸는 과정이어야 하며, 그 과정에서 시민의 참여는 필수적이다. 문학은 이러한 전환의 시대에 사람들의 감수성을 일깨우고, 보이지 않던 것을 보이게 만드는 힘을 지닌다. 비평은 그 힘을 읽어내고 공동의 언어로 만드는 일이다. 따라서 문학과 비평은 사회적 실천과 분리될 수 없다. 지난 수십 년간의 논쟁을 돌아보면 우리는 많은 것을 얻었지만 동시에 잃은 것도 적지 않다. 이제는 그 논쟁의 성과를 정리하고 새로운 물음을 던질 때이다. 이 책에 실린 글들은 그러한 시도의 일부이다. bbox=[229, 1183, 395, 1219]
toc-item[interactable]: 1. 민주주의의 새로운 길 ···· 15 bbox=[33, 318, 69, 321]
essay-subtitle: 한 시대의 물음 앞에서 bbox=[363, 296, 389, 299]
page-folio: 책머리에 7 bbox=[382, 648, 395, 651]
toc-item[interactable]: 수록 글 출처 ···· 201 bbox=[33, 372, 58, 375]
page-folio: 20 창작과비평 bbox=[24, 2249, 41, 2252]
toc-item[interactable]: 제1부 변혁적 중도와 한반도 ···· 13 bbox=[33, 310, 73, 313]
cover-paragraph: 각 장은 독립된 글이면서 동시에 하나의 흐름을 이루도록 구성되었다. bbox=[43, 49, 109, 52]
text-column bbox=[24, 2096, 189, 2198]
cover-heading: 편집자 소개 bbox=[43, 25, 56, 28]
spread-left bbox=[5, 1820, 210, 2037]
cover-right-blank bbox=[210, 5, 414, 205]
block-quote: 우리 시대의 문학이 감당해야 할 몫은 무엇인가. 이 물음은 오래되었지만 매번 새롭게 제기된다. 분단된 현실 속에서 민주주의를 심화시키는 일은 단지 정치의 영역에 머물지 않는다. 그것은 삶의 구체적인 자리에서, 언어와 상상력의 차원에서 함께 이루어져야 하는 작업이다. 변혁적 중도라는 말은 어떤 정치적 노선을 가리키기보다는 현실을 바라보는 태도에 가깝다. 극단을 피하면서도 근본적인 전환을 포기하지 않는 것, 그것이 우리가 찾아야 할 길이다. 한반도의 평화와 통일은 남북 주민 모두의 삶을 바꾸는 과정이어야 하며, 그 과정에서 시민의 참여는 필수적이다. 문학은 이러한 전환의 시대에 사람들의 감수성을 일깨우고, 보이지 않던 것을 보이게 만드는 힘을 지닌다. 비평은 그 힘을 읽어내고 공동의 언어로 만드는 일이다. 따라서 문학과 비평은 사회적 실천과 분리될 수 없다. 지난 수십 년간의 논쟁을 돌아보면 우리는 많은 것을 얻었지만 동시에 잃은 것도 적지 않다. 이제는 그 논쟁의 성과를 정리하고 새로운 물음을 던질 때이다. 이 책에 실린 글들은 그러한 시도의 일부이다. bbox=[32, 2141, 189, 2177]
text-column bbox=[229, 1181, 395, 1314]
back-left-blank bbox=[5, 2278, 210, 2495]
text-column bbox=[229, 724, 395, 857]
back-cover bbox=[210, 2278, 414, 2495]
